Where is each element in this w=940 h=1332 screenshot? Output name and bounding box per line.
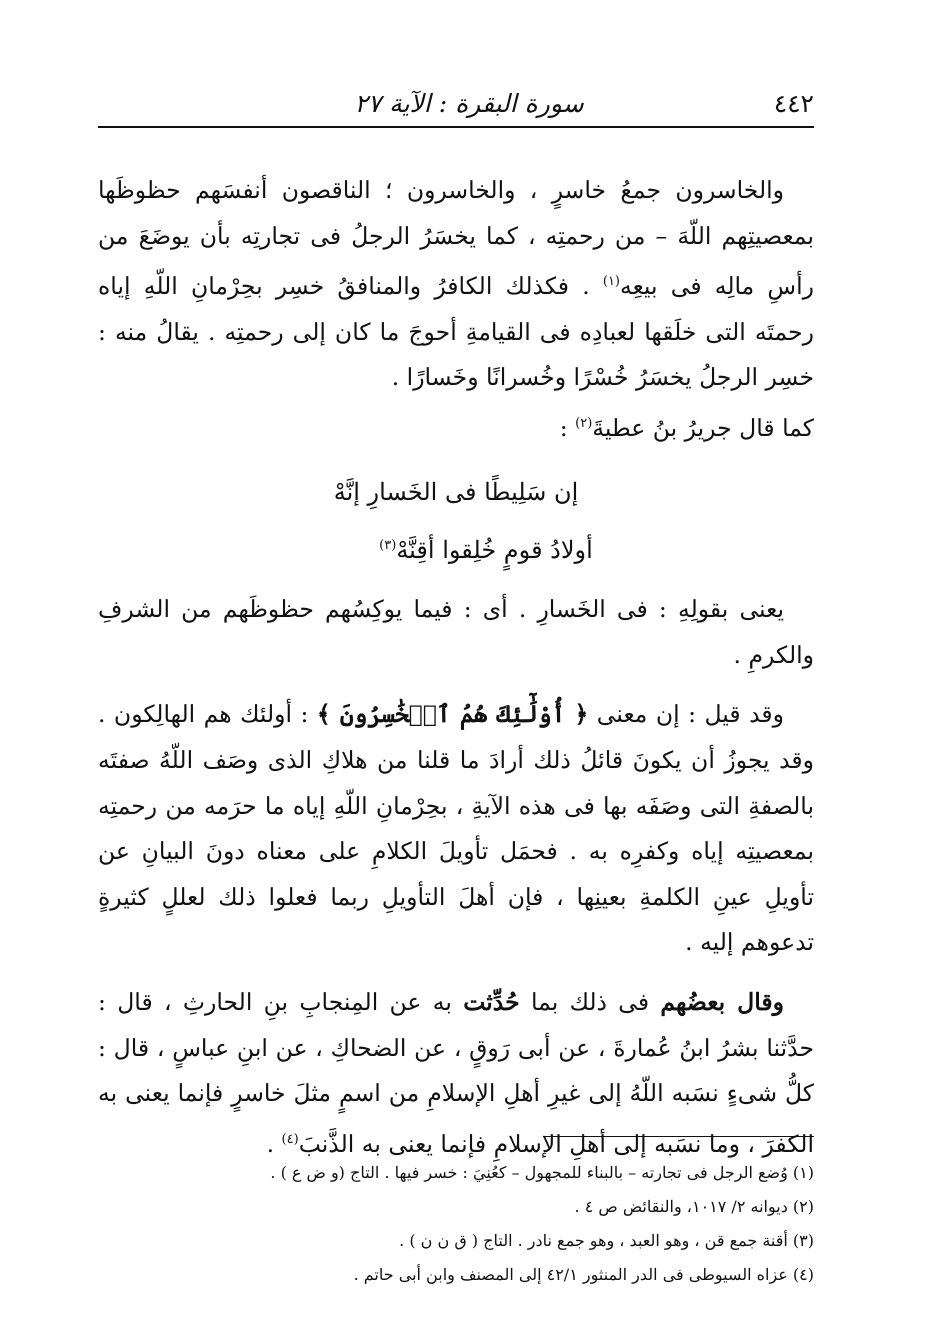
footnote-3: (٣) أقنة جمع قن ، وهو العبد ، وهو جمع نادر . التاج ( ق ن ن ) . bbox=[399, 1231, 814, 1250]
bold-hadith-term: حُدِّثت bbox=[463, 987, 520, 1016]
footnote-2: (٢) ديوانه ٢/ ١٠١٧، والنقائض ص ٤ . bbox=[574, 1197, 814, 1216]
footnote-ref-2[interactable]: (٢) bbox=[575, 415, 593, 431]
paragraph-3-start: وقد قيل : إن معنى bbox=[596, 700, 784, 729]
footnote-1: (١) وُضع الرجل فى تجارته – بالبناء للمجهول – كعُنِيَ : خسر فيها . التاج (و ض ع ) . bbox=[270, 1163, 814, 1182]
bold-intro: وقال بعضُهم bbox=[660, 987, 784, 1016]
page-number: ٤٤٢ bbox=[773, 89, 814, 118]
footnotes bbox=[98, 1156, 814, 1292]
quran-quote: ﴿ أُوْلَٰٓئِكَ هُمُ ٱلۡخَٰسِرُونَ ﴾ bbox=[316, 700, 589, 729]
line-text: والخاسرون جمعُ خاسرٍ ، والخاسرون ؛ الناقصون أنفسَهم حظوظَها بمعصيتِهم bbox=[98, 176, 814, 250]
paragraph-3 bbox=[98, 692, 814, 966]
poetry-verse bbox=[98, 465, 814, 577]
paragraph-1 bbox=[98, 168, 814, 401]
footnote-ref-3[interactable]: (٣) bbox=[379, 538, 397, 554]
paragraph-2: يعنى بقولِهِ : فى الخَسارِ . أى : فيما يوكِسُهم حظوظَهم من الشرفِ والكرمِ . bbox=[98, 595, 814, 669]
paragraph-4-mid: فى ذلك بما bbox=[519, 987, 661, 1016]
verse-line-1: إن سَلِيطًا فى الخَسارِ إنَّهْ bbox=[333, 478, 579, 507]
line-text: كما قال جريرُ بنُ عطيةَ bbox=[592, 413, 814, 442]
verse-line-2-text: أولادُ قومٍ خُلِقوا أقِنَّهْ bbox=[396, 536, 593, 565]
line-text: أحوجَ ما كان إلى رحمتِه . يقالُ منه : خسِر الرجلُ يخسَرُ خُسْرًا وخُسرانًا وخَسارًا . bbox=[98, 317, 814, 392]
line-text: : bbox=[559, 413, 576, 442]
header-divider bbox=[98, 126, 814, 128]
line-text: . bbox=[582, 272, 603, 301]
line-text: اللّهَ – من رحمتِه ، كما يخسَرُ الرجلُ فى تجارتِه بأن يوضَعَ من رأسِ مالِه فى بيعِه bbox=[98, 221, 814, 301]
footnote-divider bbox=[543, 1136, 814, 1137]
paragraph-1-cont bbox=[98, 401, 814, 451]
running-title: سورة البقرة : الآية ٢٧ bbox=[354, 89, 584, 118]
footnote-ref-1[interactable]: (١) bbox=[602, 274, 620, 290]
footnote-4: (٤) عزاه السيوطى فى الدر المنثور ٤٢/١ إلى المصنف وابن أبى حاتم . bbox=[353, 1265, 814, 1284]
line-text: فكذلك الكافرُ والمنافقُ خسِر بحِرْمانِ اللّهِ إياه رحمتَه التى خلَقها لعبادِه فى القيامةِ bbox=[98, 272, 814, 346]
page-header bbox=[98, 78, 814, 118]
verse-line-2 bbox=[98, 519, 814, 577]
main-text bbox=[98, 168, 814, 1167]
footnote-ref-4[interactable]: (٤) bbox=[281, 1131, 299, 1147]
paragraph-3-rest: : أولئك هم الهالِكون . وقد يجوزُ أن يكونَ قائلُ ذلك أرادَ ما قلنا من هلاكِ الذى وصَف اللّهُ صفتَه بالصفةِ التى وصَفَه بها فى هذه الآيةِ ، بحِرْمانِ اللّهِ إياه ما حرَمه من رحمتِه بمعصيتِه إياه وكفرِه به . فحمَل تأويلَ الكلامِ على معناه دونَ البيانِ عن تأويلِ عينِ الكلمةِ بعينِها ، فإن أهلَ التأويلِ ربما فعلوا ذلك لعللٍ كثيرةٍ تدعوهم إليه . bbox=[98, 700, 814, 957]
paragraph-4-end: . bbox=[266, 1129, 282, 1158]
paragraph-4 bbox=[98, 980, 814, 1167]
paragraph-4-rest: به عن المِنجابِ بنِ الحارثِ ، قال : حدَّثنا بشرُ ابنُ عُمارةَ ، عن أبى رَوقٍ ، عن الضحاكِ ، عن ابنِ عباسٍ ، قال : كلُّ شىءٍ نسَبه اللّهُ إلى غيرِ أهلِ الإسلامِ من اسمٍ مثلَ خاسرٍ فإنما يعنى به الكفرَ ، وما نسَبه إلى أهلِ الإسلامِ فإنما يعنى به الذَّنبَ bbox=[98, 987, 814, 1158]
